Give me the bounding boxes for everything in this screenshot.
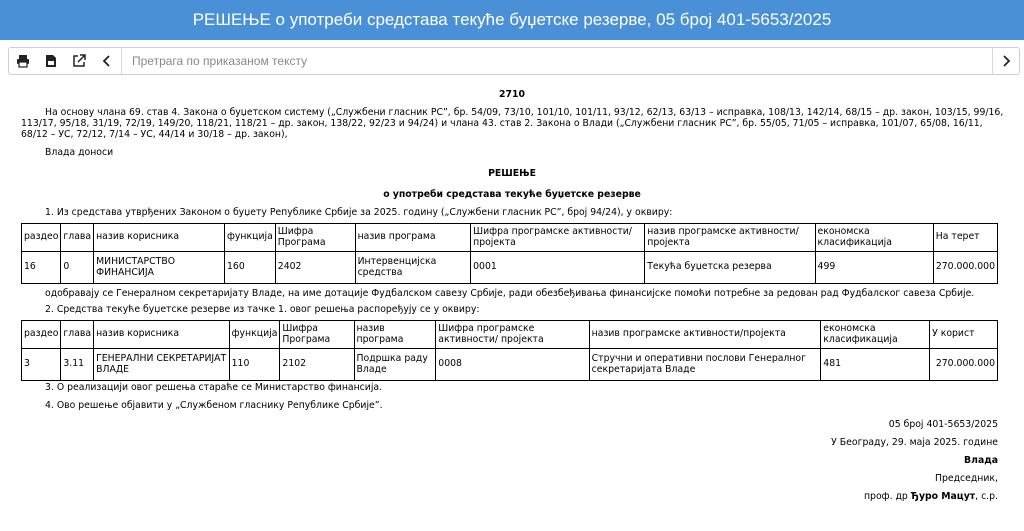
cell: 270.000.000 — [933, 252, 997, 284]
signer-name: Ђуро Мацут — [910, 491, 976, 502]
cell: 481 — [821, 349, 930, 381]
signature-line — [864, 491, 998, 502]
cell: ГЕНЕРАЛНИ СЕКРЕТАРИЈАТ ВЛАДЕ — [94, 349, 230, 381]
print-button[interactable] — [9, 48, 37, 74]
header-cell: назив корисника — [94, 224, 225, 252]
cell: 3 — [22, 349, 61, 381]
document-body — [0, 82, 1024, 531]
preamble-line-3: 68/12 – УС, 72/12, 7/14 – УС, 44/14 и 30/18 – др. закон), — [21, 129, 288, 140]
cell: 16 — [22, 252, 61, 284]
header-cell: раздео — [22, 321, 61, 349]
item-2: 2. Средства текуће буџетске резерве из тачке 1. овог решења распоређују се у оквиру: — [45, 304, 480, 315]
cell: 160 — [224, 252, 275, 284]
window-title — [0, 0, 1024, 40]
external-link-icon — [72, 54, 86, 68]
header-cell: назив програмске активности/ пројекта — [645, 224, 815, 252]
cell: Подршка раду Владе — [354, 349, 436, 381]
search-input[interactable] — [121, 48, 992, 74]
preamble-line-1: На основу члана 69. став 4. Закона о буџетском систему („Службени гласник РС”, бр. 54/09, 73/10, 101/10, 101/11, 93/12, 62/13, 63/13 – исправка, 108/13, 142/14, 68/15 – др. закон, 103/15, 99/16, — [45, 107, 1004, 118]
cell: МИНИСТАРСТВО ФИНАНСИЈА — [94, 252, 225, 284]
header-cell: Шифра програмске активности/ пројекта — [436, 321, 589, 349]
cell: Стручни и оперативни послови Генералног секретаријата Владе — [589, 349, 821, 381]
document-title: РЕШЕЊЕ о употреби средстава текуће буџетске резерве, 05 број 401-5653/2025 — [192, 10, 832, 29]
cell: 2102 — [280, 349, 354, 381]
cell: Интервенцијска средства — [355, 252, 471, 284]
act-number: 2710 — [499, 89, 525, 100]
chevron-right-icon — [1001, 55, 1011, 67]
header-cell: економска класификација — [815, 224, 933, 252]
reference-number: 05 број 401-5653/2025 — [888, 419, 998, 430]
table-allocation — [21, 223, 998, 284]
header-cell: глава — [61, 321, 94, 349]
approval-text: одобравају се Генералном секретаријату Владе, на име дотације Фудбалском савезу Србије, ради обезбеђивања финансијске помоћи потребне за редован рад Фудбалског савеза Србије. — [45, 288, 975, 299]
header-cell: економска класификација — [821, 321, 930, 349]
header-cell: Шифра програмске активности/ пројекта — [471, 224, 645, 252]
chevron-left-icon — [102, 55, 112, 67]
cell: 0 — [61, 252, 94, 284]
cell: 270.000.000 — [930, 349, 998, 381]
header-cell: глава — [61, 224, 94, 252]
gov-decides: Влада доноси — [45, 147, 114, 158]
prev-button[interactable] — [93, 48, 121, 74]
cell: 2402 — [275, 252, 355, 284]
signer-title: проф. др — [863, 491, 911, 502]
table-row — [22, 349, 998, 381]
chair-label: Председник, — [935, 473, 998, 484]
place-date: У Београду, 29. маја 2025. године — [831, 437, 998, 448]
signer-suffix: , с.р. — [975, 491, 998, 502]
header-cell: функција — [229, 321, 280, 349]
header-cell: На терет — [933, 224, 997, 252]
table-header-row — [22, 224, 998, 252]
search-placeholder: Претрага по приказаном тексту — [132, 54, 308, 68]
cell: 0001 — [471, 252, 645, 284]
decision-subtitle: о употреби средстава текуће буџетске резерве — [383, 189, 641, 200]
save-button[interactable] — [37, 48, 65, 74]
cell: 0008 — [436, 349, 589, 381]
header-cell: назив програма — [354, 321, 436, 349]
table-header-row — [22, 321, 998, 349]
header-cell: назив корисника — [94, 321, 230, 349]
table-distribution — [21, 320, 998, 381]
decision-title: РЕШЕЊЕ — [488, 168, 536, 179]
open-external-button[interactable] — [65, 48, 93, 74]
header-cell: назив програмске активности/пројекта — [589, 321, 821, 349]
item-3: 3. О реализацији овог решења стараће се Министарство финансија. — [45, 382, 383, 393]
cell: Текућа буџетска резерва — [645, 252, 815, 284]
item-4: 4. Ово решење објавити у „Службеном гласнику Републике Србије”. — [45, 400, 383, 411]
preamble-line-2: 113/17, 95/18, 31/19, 72/19, 149/20, 118/21, 118/21 – др. закон, 138/22, 92/23 и 94/24) и члана 43. став 2. Закона о Влади („Службени гласник РС”, бр. 55/05, 71/05 – исправка, 101/07, 65/08, 16/11, — [21, 118, 983, 129]
cell: 3.11 — [61, 349, 94, 381]
header-cell: назив програма — [355, 224, 471, 252]
save-icon — [45, 54, 57, 68]
table-row — [22, 252, 998, 284]
header-cell: функција — [224, 224, 275, 252]
item-1: 1. Из средстава утврђених Законом о буџету Републике Србије за 2025. годину („Службени гласник РС”, број 94/24), у оквиру: — [45, 207, 673, 218]
print-icon — [16, 54, 30, 68]
toolbar — [8, 47, 1020, 75]
cell: 110 — [229, 349, 280, 381]
next-button[interactable] — [992, 48, 1019, 74]
header-cell: Шифра Програма — [275, 224, 355, 252]
header-cell: раздео — [22, 224, 61, 252]
header-cell: Шифра Програма — [280, 321, 354, 349]
cell: 499 — [815, 252, 933, 284]
header-cell: У корист — [930, 321, 998, 349]
government-label: Влада — [964, 455, 998, 466]
